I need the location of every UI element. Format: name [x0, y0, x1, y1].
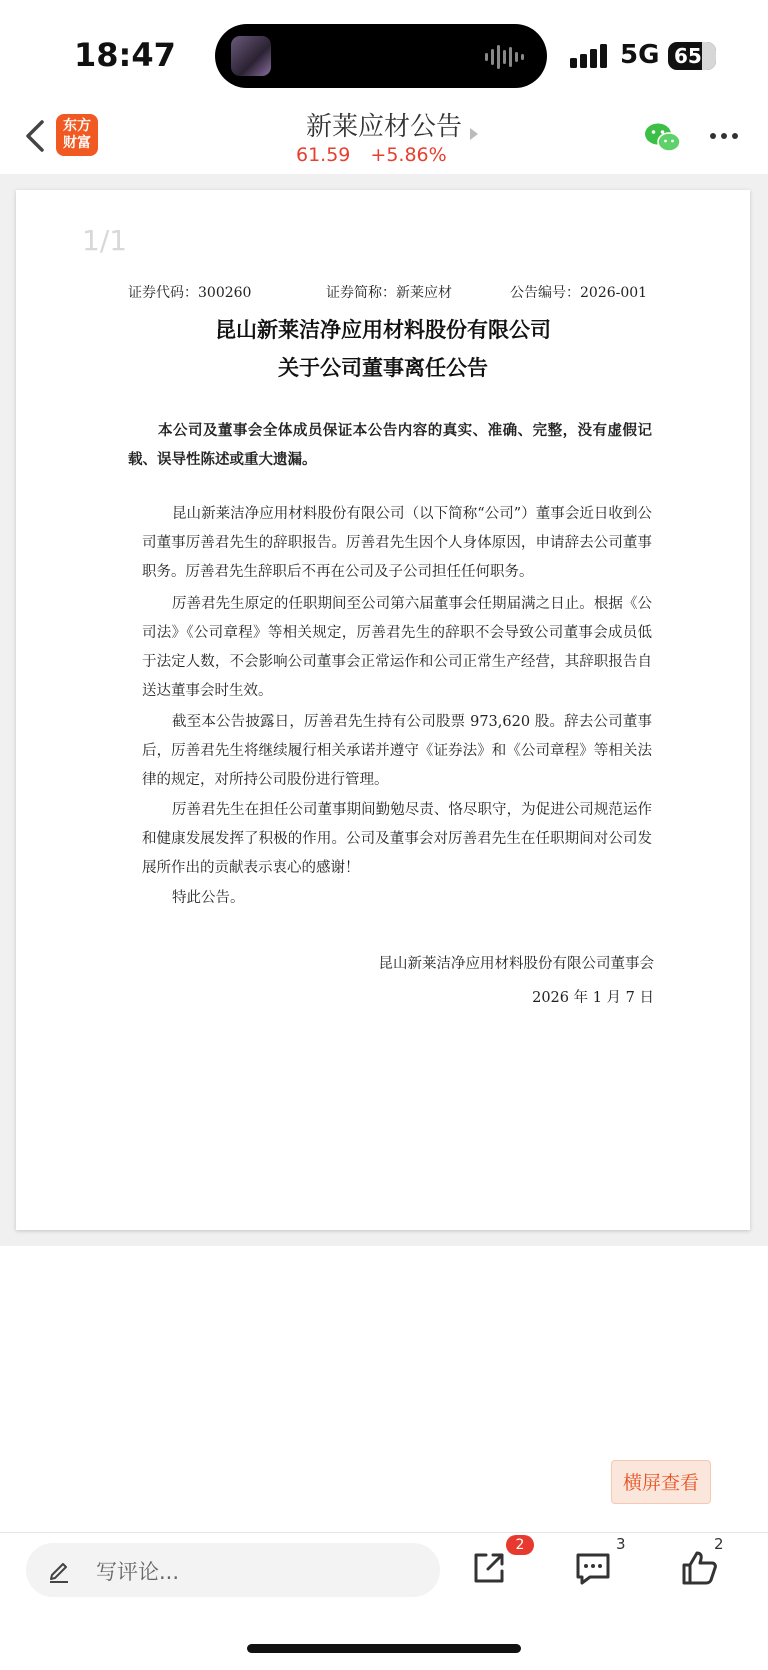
top-nav-bar: [0, 100, 768, 174]
battery-icon: [668, 42, 716, 70]
notice-number: 公告编号：2026-001: [510, 285, 648, 301]
quote-caret-icon: [470, 128, 478, 140]
comment-count: 3: [616, 1535, 626, 1553]
stock-short-name: 证券简称：新莱应材: [326, 285, 452, 301]
document-page: [16, 190, 750, 1230]
paragraph-1: 昆山新莱洁净应用材料股份有限公司（以下简称“公司”）董事会近日收到公司董事厉善君先生的辞职报告。厉善君先生因个人身体原因，申请辞去公司董事职务。厉善君先生辞职后不再在公司及子公司担任任何职务。: [142, 506, 652, 580]
document-title-line-1: 昆山新莱洁净应用材料股份有限公司: [215, 317, 551, 342]
now-playing-artwork: [231, 36, 271, 76]
comment-placeholder: 写评论...: [96, 1560, 180, 1584]
notice-date: 2026 年 1 月 7 日: [532, 990, 654, 1006]
logo-line-1: 东方: [63, 118, 91, 134]
share-badge: 2: [506, 1535, 534, 1555]
comment-icon[interactable]: [570, 1545, 616, 1591]
closing-line: 特此公告。: [172, 890, 245, 906]
status-time: 18:47: [74, 36, 176, 74]
landscape-view-button[interactable]: 横屏查看: [611, 1460, 711, 1504]
paragraph-4: 厉善君先生在担任公司董事期间勤勉尽责、恪尽职守，为促进公司规范运作和健康发展发挥了积极的作用。公司及董事会对厉善君先生在任职期间对公司发展所作出的贡献表示衷心的感谢！: [142, 802, 652, 876]
dynamic-island[interactable]: [215, 24, 547, 88]
wechat-share-icon[interactable]: [644, 122, 682, 154]
battery-empty-part: [702, 42, 716, 70]
logo-line-2: 财富: [63, 135, 91, 151]
like-count: 2: [714, 1535, 724, 1553]
stock-price: 61.59: [296, 144, 351, 166]
page-indicator: 1/1: [82, 224, 128, 257]
paragraph-2: 厉善君先生原定的任职期间至公司第六届董事会任期届满之日止。根据《公司法》《公司章程》等相关规定，厉善君先生的辞职不会导致公司董事会成员低于法定人数，不会影响公司董事会正常运作和公司正常生产经营，其辞职报告自送达董事会时生效。: [142, 596, 652, 699]
document-viewer[interactable]: [0, 174, 768, 1246]
stock-code: 证券代码：300260: [128, 285, 252, 301]
stock-quote[interactable]: [296, 144, 467, 166]
document-title-line-2: 关于公司董事离任公告: [278, 355, 488, 380]
network-type: 5G: [620, 40, 660, 70]
signer: 昆山新莱洁净应用材料股份有限公司董事会: [378, 956, 654, 972]
cellular-signal-icon: [570, 44, 610, 68]
comment-input[interactable]: [26, 1543, 440, 1597]
audio-waveform-icon: [485, 44, 525, 70]
share-icon[interactable]: [466, 1545, 512, 1591]
battery-level: 65: [674, 44, 702, 68]
more-options-icon[interactable]: [708, 126, 740, 146]
paragraph-3: 截至本公告披露日，厉善君先生持有公司股票 973,620 股。辞去公司董事后，厉善君先生将继续履行相关承诺并遵守《证券法》和《公司章程》等相关法律的规定，对所持公司股份进行管理。: [142, 714, 652, 788]
status-bar: [0, 0, 768, 100]
pen-icon: [46, 1557, 72, 1583]
home-indicator[interactable]: [247, 1644, 521, 1653]
stock-change: +5.86%: [370, 144, 447, 166]
page-title: 新莱应材公告: [305, 112, 462, 142]
board-statement: 本公司及董事会全体成员保证本公告内容的真实、准确、完整，没有虚假记载、误导性陈述或重大遗漏。: [128, 422, 652, 468]
